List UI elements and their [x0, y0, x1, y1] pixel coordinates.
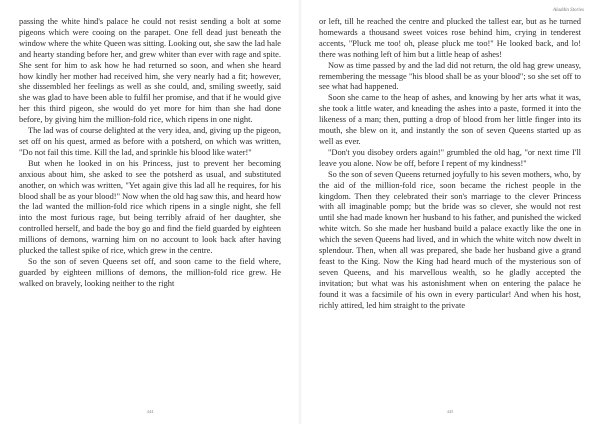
- running-head: Aladdin Stories: [553, 8, 584, 13]
- paragraph: Soon she came to the heap of ashes, and knowing by her arts what it was, she took a little water, and kneading the ashes into a paste, formed it into the likeness of a man; then, putting a drop of blood from her little finger into its mouth, she blew on it, and instantly the son of seven Queens started up as well as ever.: [319, 93, 581, 146]
- paragraph: The lad was of course delighted at the very idea, and, giving up the pigeon, set off on his quest, armed as before with a potsherd, on which was written, "Do not fail this time. Kill the lad, and sprinkle his blood like water!": [19, 126, 281, 157]
- paragraph: So the son of seven Queens returned joyfully to his seven mothers, who, by the aid of the million-fold rice, soon became the richest people in the kingdom. Then they celebrated their son's marriage to the clever Princess with all imaginable pomp; but the bride was so clever, she would not rest until she had made known her husband to his father, and punished the wicked white witch. So she made her husband build a palace exactly like the one in which the seven Queens had lived, and in which the white witch now dwelt in splendour. Then, when all was prepared, she bade her husband give a grand feast to the King. Now the King had heard much of the mysterious son of seven Queens, and his marvellous wealth, so he gladly accepted the invitation; but what was his astonishment when on entering the palace he found it was a facsimile of his own in every particular! And when his host, richly attired, led him straight to the private: [319, 169, 581, 310]
- left-page-text: [19, 17, 281, 290]
- right-page: [300, 0, 600, 424]
- paragraph: But when he looked in on his Princess, just to prevent her becoming anxious about him, she asked to see the potsherd as usual, and substituted another, on which was written, "Yet again give this lad all he requires, for his blood shall be as your blood!" Now when the old hag saw this, and heard how the lad wanted the million-fold rice which ripens in a single night, she fell into the most furious rage, but being terribly afraid of her daughter, she controlled herself, and bade the boy go and find the field guarded by eighteen millions of demons, warning him on no account to look back after having plucked the tallest spike of rice, which grew in the centre.: [19, 158, 281, 256]
- paragraph: or left, till he reached the centre and plucked the tallest ear, but as he turned homewards a thousand sweet voices rose behind him, crying in tenderest accents, "Pluck me too! oh, please pluck me too!" He looked back, and lo! there was nothing left of him but a little heap of ashes!: [319, 17, 581, 59]
- right-page-text: [319, 17, 581, 311]
- page-number: 444: [146, 409, 154, 414]
- paragraph: passing the white hind's palace he could not resist sending a bolt at some pigeons which were cooing on the parapet. One fell dead just beneath the window where the white Queen was sitting. Looking out, she saw the lad hale and hearty standing before her, and grew whiter than ever with rage and spite. She sent for him to ask how he had returned so soon, and when she heard how kindly her mother had received him, she very nearly had a fit; however, she dissembled her feelings as well as she could, and, smiling sweetly, said she was glad to have been able to fulfil her promise, and that if he would give her this third pigeon, she would do yet more for him than she had done before, by giving him the million-fold rice, which ripens in one night.: [19, 17, 281, 125]
- paragraph: "Don't you disobey orders again!" grumbled the old hag, "or next time I'll leave you alone. Now be off, before I repent of my kindness!": [319, 147, 581, 168]
- paragraph: Now as time passed by and the lad did not return, the old hag grew uneasy, remembering the message "his blood shall be as your blood"; so she set off to see what had happened.: [319, 60, 581, 92]
- paragraph: So the son of seven Queens set off, and soon came to the field where, guarded by eighteen millions of demons, the million-fold rice grew. He walked on bravely, looking neither to the right: [19, 256, 281, 288]
- page-number: 445: [446, 409, 454, 414]
